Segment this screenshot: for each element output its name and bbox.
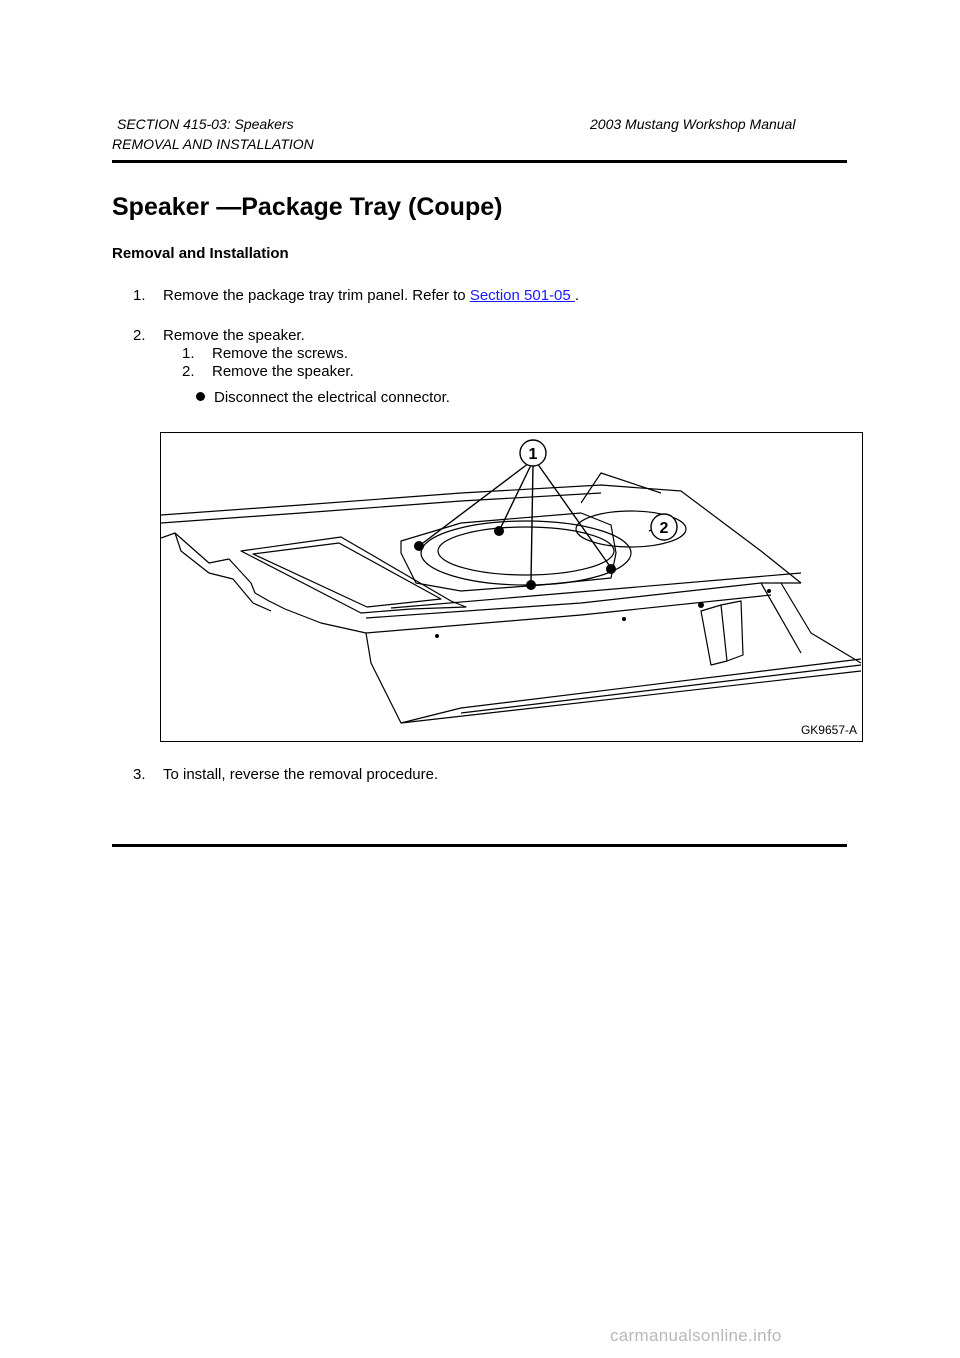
step-2-text: Remove the speaker. bbox=[163, 327, 305, 344]
callout-2: 2 bbox=[659, 520, 669, 537]
bullet-icon bbox=[196, 392, 205, 401]
footer-rule bbox=[112, 844, 847, 847]
step-2-number: 2. bbox=[133, 327, 146, 344]
substep-2-2-text: Remove the speaker. bbox=[212, 363, 354, 380]
substep-2-1-number: 1. bbox=[182, 345, 195, 362]
step-1-text: Remove the package tray trim panel. Refer to bbox=[163, 287, 470, 304]
header-section: SECTION 415-03: Speakers bbox=[117, 116, 294, 132]
substep-2-2-number: 2. bbox=[182, 363, 195, 380]
step-3 bbox=[133, 766, 438, 783]
bullet-text: Disconnect the electrical connector. bbox=[214, 389, 450, 406]
page-title: Speaker —Package Tray (Coupe) bbox=[112, 193, 503, 221]
step-1-period: . bbox=[574, 287, 580, 304]
step-1-number: 1. bbox=[133, 287, 146, 304]
callout-1: 1 bbox=[528, 446, 538, 463]
substep-2-2 bbox=[182, 363, 354, 380]
procedure-heading: Removal and Installation bbox=[112, 245, 289, 262]
step-3-number: 3. bbox=[133, 766, 146, 783]
figure-code: GK9657-A bbox=[800, 723, 857, 737]
bullet-disconnect bbox=[196, 389, 450, 406]
step-2 bbox=[133, 327, 305, 344]
header-subsection: REMOVAL AND INSTALLATION bbox=[112, 136, 314, 152]
speaker-figure bbox=[160, 432, 863, 742]
substep-2-1-text: Remove the screws. bbox=[212, 345, 348, 362]
section-501-05-link[interactable]: Section 501-05 bbox=[469, 287, 575, 304]
watermark: carmanualsonline.info bbox=[610, 1326, 782, 1345]
step-1 bbox=[133, 287, 579, 304]
substep-2-1 bbox=[182, 345, 348, 362]
header-manual-title: 2003 Mustang Workshop Manual bbox=[590, 116, 796, 132]
step-3-text: To install, reverse the removal procedure. bbox=[163, 766, 439, 783]
package-tray-illustration bbox=[161, 433, 862, 741]
header-rule bbox=[112, 160, 847, 163]
